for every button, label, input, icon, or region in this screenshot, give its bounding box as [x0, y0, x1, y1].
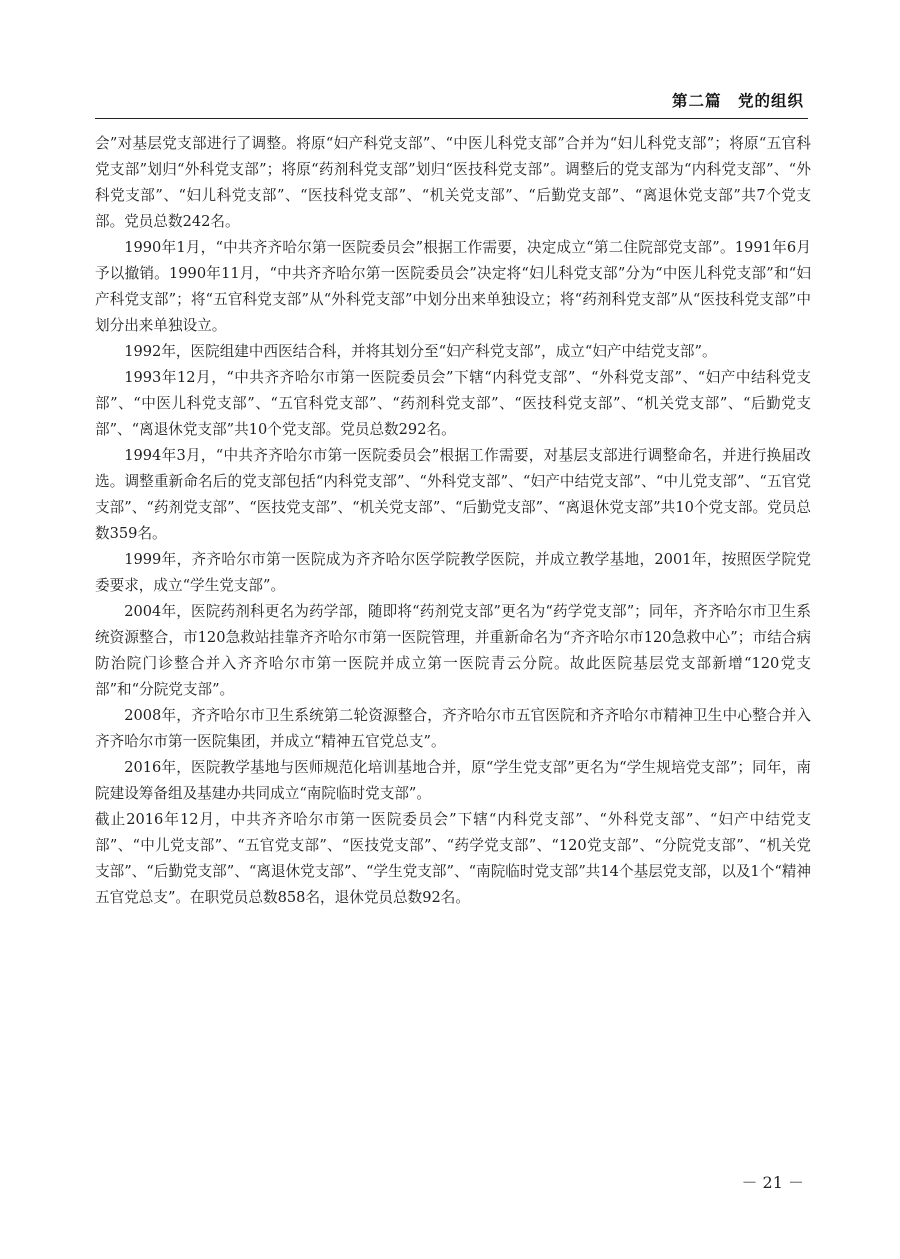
paragraph: 1990年1月，“中共齐齐哈尔第一医院委员会”根据工作需要，决定成立“第二住院部党支部”。1991年6月予以撤销。1990年11月，“中共齐齐哈尔第一医院委员会”决定将“妇儿科党支部”分为“中医儿科党支部”和“妇产科党支部”；将“五官科党支部”从“外科党支部”中划分出来单独设立；将“药剂科党支部”从“医技科党支部”中划分出来单独设立。: [95, 239, 811, 334]
paragraph: 1994年3月，“中共齐齐哈尔市第一医院委员会”根据工作需要，对基层支部进行调整命名，并进行换届改选。调整重新命名后的党支部包括“内科党支部”、“外科党支部”、“妇产中结党支部”、“中儿党支部”、“五官党支部”、“药剂党支部”、“医技党支部”、“机关党支部”、“后勤党支部”、“离退休党支部”共10个党支部。党员总数359名。: [95, 447, 811, 542]
section-title: 第二篇 党的组织: [671, 92, 804, 110]
paragraph: 1992年，医院组建中西医结合科，并将其划分至“妇产科党支部”，成立“妇产中结党支部”。: [124, 343, 717, 360]
paragraph: 2004年，医院药剂科更名为药学部，随即将“药剂党支部”更名为“药学党支部”；同年，齐齐哈尔市卫生系统资源整合，市120急救站挂靠齐齐哈尔市第一医院管理，并重新命名为“齐齐哈尔市120急救中心”；市结合病防治院门诊整合并入齐齐哈尔市第一医院并成立第一医院青云分院。故此医院基层党支部新增“120党支部”和“分院党支部”。: [95, 603, 811, 698]
paragraph: 1993年12月，“中共齐齐哈尔市第一医院委员会”下辖“内科党支部”、“外科党支部”、“妇产中结科党支部”、“中医儿科党支部”、“五官科党支部”、“药剂科党支部”、“医技科党支部”、“机关党支部”、“后勤党支部”、“离退休党支部”共10个党支部。党员总数292名。: [95, 369, 811, 438]
paragraph: 1999年，齐齐哈尔市第一医院成为齐齐哈尔医学院教学医院，并成立教学基地，2001年，按照医学院党委要求，成立“学生党支部”。: [95, 551, 811, 594]
paragraph: 截止2016年12月，中共齐齐哈尔市第一医院委员会”下辖“内科党支部”、“外科党支部”、“妇产中结党支部”、“中儿党支部”、“五官党支部”、“医技党支部”、“药学党支部”、“120党支部”、“分院党支部”、“机关党支部”、“后勤党支部”、“离退休党支部”、“学生党支部”、“南院临时党支部”共14个基层党支部，以及1个“精神五官党总支”。在职党员总数858名，退休党员总数92名。: [95, 811, 811, 906]
paragraph: 会”对基层党支部进行了调整。将原“妇产科党支部”、“中医儿科党支部”合并为“妇儿科党支部”；将原“五官科党支部”划归“外科党支部”；将原“药剂科党支部”划归“医技科党支部”。调整后的党支部为“内科党支部”、“外科党支部”、“妇儿科党支部”、“医技科党支部”、“机关党支部”、“后勤党支部”、“离退休党支部”共7个党支部。党员总数242名。: [95, 135, 811, 230]
page-header: [95, 80, 808, 119]
body-text: [95, 131, 811, 911]
page-number: － 21 －: [741, 1173, 804, 1192]
paragraph: 2016年，医院教学基地与医师规范化培训基地合并，原“学生党支部”更名为“学生规培党支部”；同年，南院建设筹备组及基建办共同成立“南院临时党支部”。: [95, 759, 811, 802]
paragraph: 2008年，齐齐哈尔市卫生系统第二轮资源整合，齐齐哈尔市五官医院和齐齐哈尔市精神卫生中心整合并入齐齐哈尔市第一医院集团，并成立“精神五官党总支”。: [95, 707, 811, 750]
